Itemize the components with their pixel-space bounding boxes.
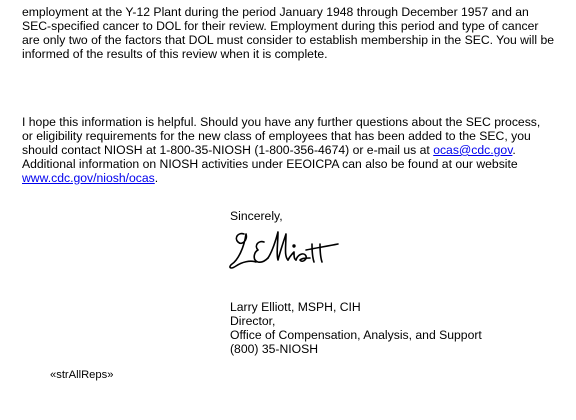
signer-office: Office of Compensation, Analysis, and Support bbox=[230, 328, 482, 342]
signature-block bbox=[230, 300, 482, 356]
handwritten-signature-icon bbox=[224, 222, 344, 279]
contact-text-a: I hope this information is helpful. Should you have any further questions about the SEC process, or eligibility requirements for the new class of employees that has been added to the SEC, you should contact NIOSH at 1-800-35-NIOSH (1-800-356-4674) or e-mail us at bbox=[22, 115, 541, 157]
signer-name: Larry Elliott, MSPH, CIH bbox=[230, 300, 361, 314]
contact-text-b: . Additional information on NIOSH activities under EEOICPA can also be found at our website bbox=[22, 142, 518, 171]
closing-salutation: Sincerely, bbox=[230, 209, 283, 223]
signer-title: Director, bbox=[230, 314, 276, 328]
signer-phone: (800) 35-NIOSH bbox=[230, 342, 319, 356]
email-link[interactable]: ocas@cdc.gov bbox=[433, 142, 513, 157]
signature-svg bbox=[224, 222, 344, 274]
paragraph-contact bbox=[22, 116, 554, 186]
paragraph-review: employment at the Y-12 Plant during the period January 1948 through December 1957 and an SEC-specified cancer to DOL for their review. Employment during this period and type of cancer are only two of the factors that DOL must consider to establish membership in the SEC. You will be informed of the results of this review when it is complete. bbox=[22, 5, 554, 61]
website-link[interactable]: www.cdc.gov/niosh/ocas bbox=[22, 170, 155, 185]
contact-text-c: . bbox=[154, 170, 159, 185]
merge-field: «strAllReps» bbox=[50, 369, 114, 381]
